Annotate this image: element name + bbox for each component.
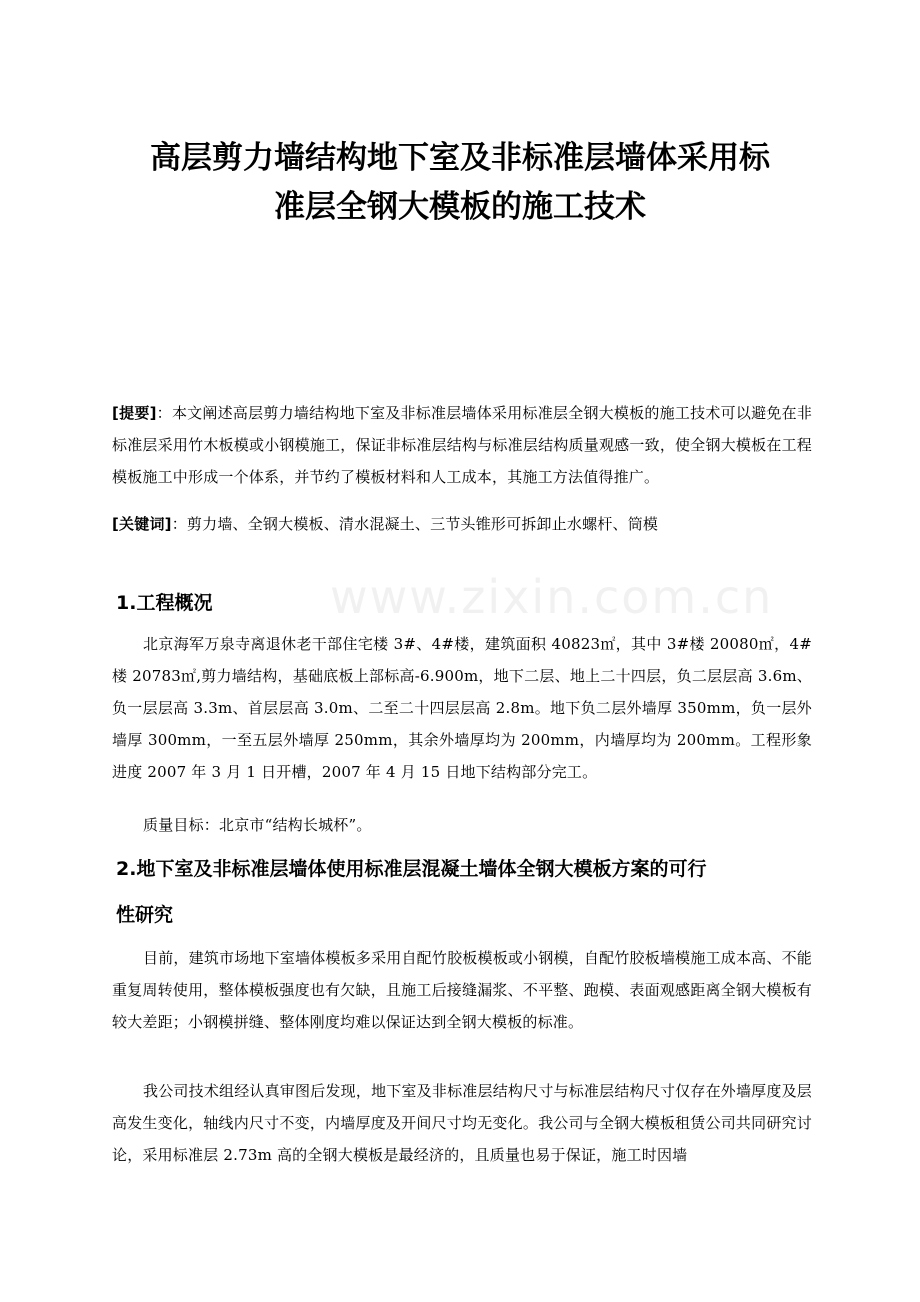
section-2-paragraph-2: 我公司技术组经认真审图后发现，地下室及非标准层结构尺寸与标准层结构尺寸仅存在外墙厚度及层高发生变化，轴线内尺寸不变，内墙厚度及开间尺寸均无变化。我公司与全钢大模板租赁公司共同研究讨论，采用标准层 2.73m 高的全钢大模板是最经济的，且质量也易于保证，施工时因墙 [112,1082,812,1164]
keywords-separator: ： [171,515,187,533]
abstract-text: 本文阐述高层剪力墙结构地下室及非标准层墙体采用标准层全钢大模板的施工技术可以避免在非标准层采用竹木板模或小钢模施工，保证非标准层结构与标准层结构质量观感一致，使全钢大模板在工程模板施工中形成一个体系，并节约了模板材料和人工成本，其施工方法值得推广。 [112,404,813,486]
abstract-paragraph [112,397,812,493]
keywords-text: 剪力墙、全钢大模板、清水混凝土、三节头锥形可拆卸止水螺杆、筒模 [186,515,659,533]
abstract-label: [提要] [112,404,157,422]
section-1-paragraph-2: 质量目标：北京市“结构长城杯”。 [143,816,372,834]
section-1-heading: 1.工程概况 [116,592,213,614]
abstract-separator: ： [156,404,172,422]
section-2-heading-line-2: 性研究 [116,904,174,926]
document-title-line-2: 准层全钢大模板的施工技术 [274,189,646,225]
keywords-label: [关键词] [112,515,172,533]
section-2-paragraph-1: 目前，建筑市场地下室墙体模板多采用自配竹胶板模板或小钢模，自配竹胶板墙模施工成本高、不能重复周转使用，整体模板强度也有欠缺，且施工后接缝漏浆、不平整、跑模、表面观感距离全钢大模板有较大差距；小钢模拼缝、整体刚度均难以保证达到全钢大模板的标准。 [112,949,812,1031]
section-1-paragraph-1: 北京海军万泉寺离退休老干部住宅楼 3#、4#楼，建筑面积 40823㎡，其中 3#楼 20080㎡，4#楼 20783㎡,剪力墙结构，基础底板上部标高-6.900m，地下二层、地上二十四层，负二层层高 3.6m、负一层层高 3.3m、首层层高 3.0m、二至二十四层层高 2.8m。地下负二层外墙厚 350mm，负一层外墙厚 300mm，一至五层外墙厚 250mm，其余外墙厚均为 200mm，内墙厚均为 200mm。工程形象进度 2007 年 3 月 1 日开槽，2007 年 4 月 15 日地下结构部分完工。 [112,635,812,781]
keywords-paragraph [112,508,812,540]
watermark: www.zixin.com.cn [330,570,774,624]
document-title-line-1: 高层剪力墙结构地下室及非标准层墙体采用标 [150,140,770,176]
section-2-heading-line-1: 2.地下室及非标准层墙体使用标准层混凝土墙体全钢大模板方案的可行 [116,858,707,880]
